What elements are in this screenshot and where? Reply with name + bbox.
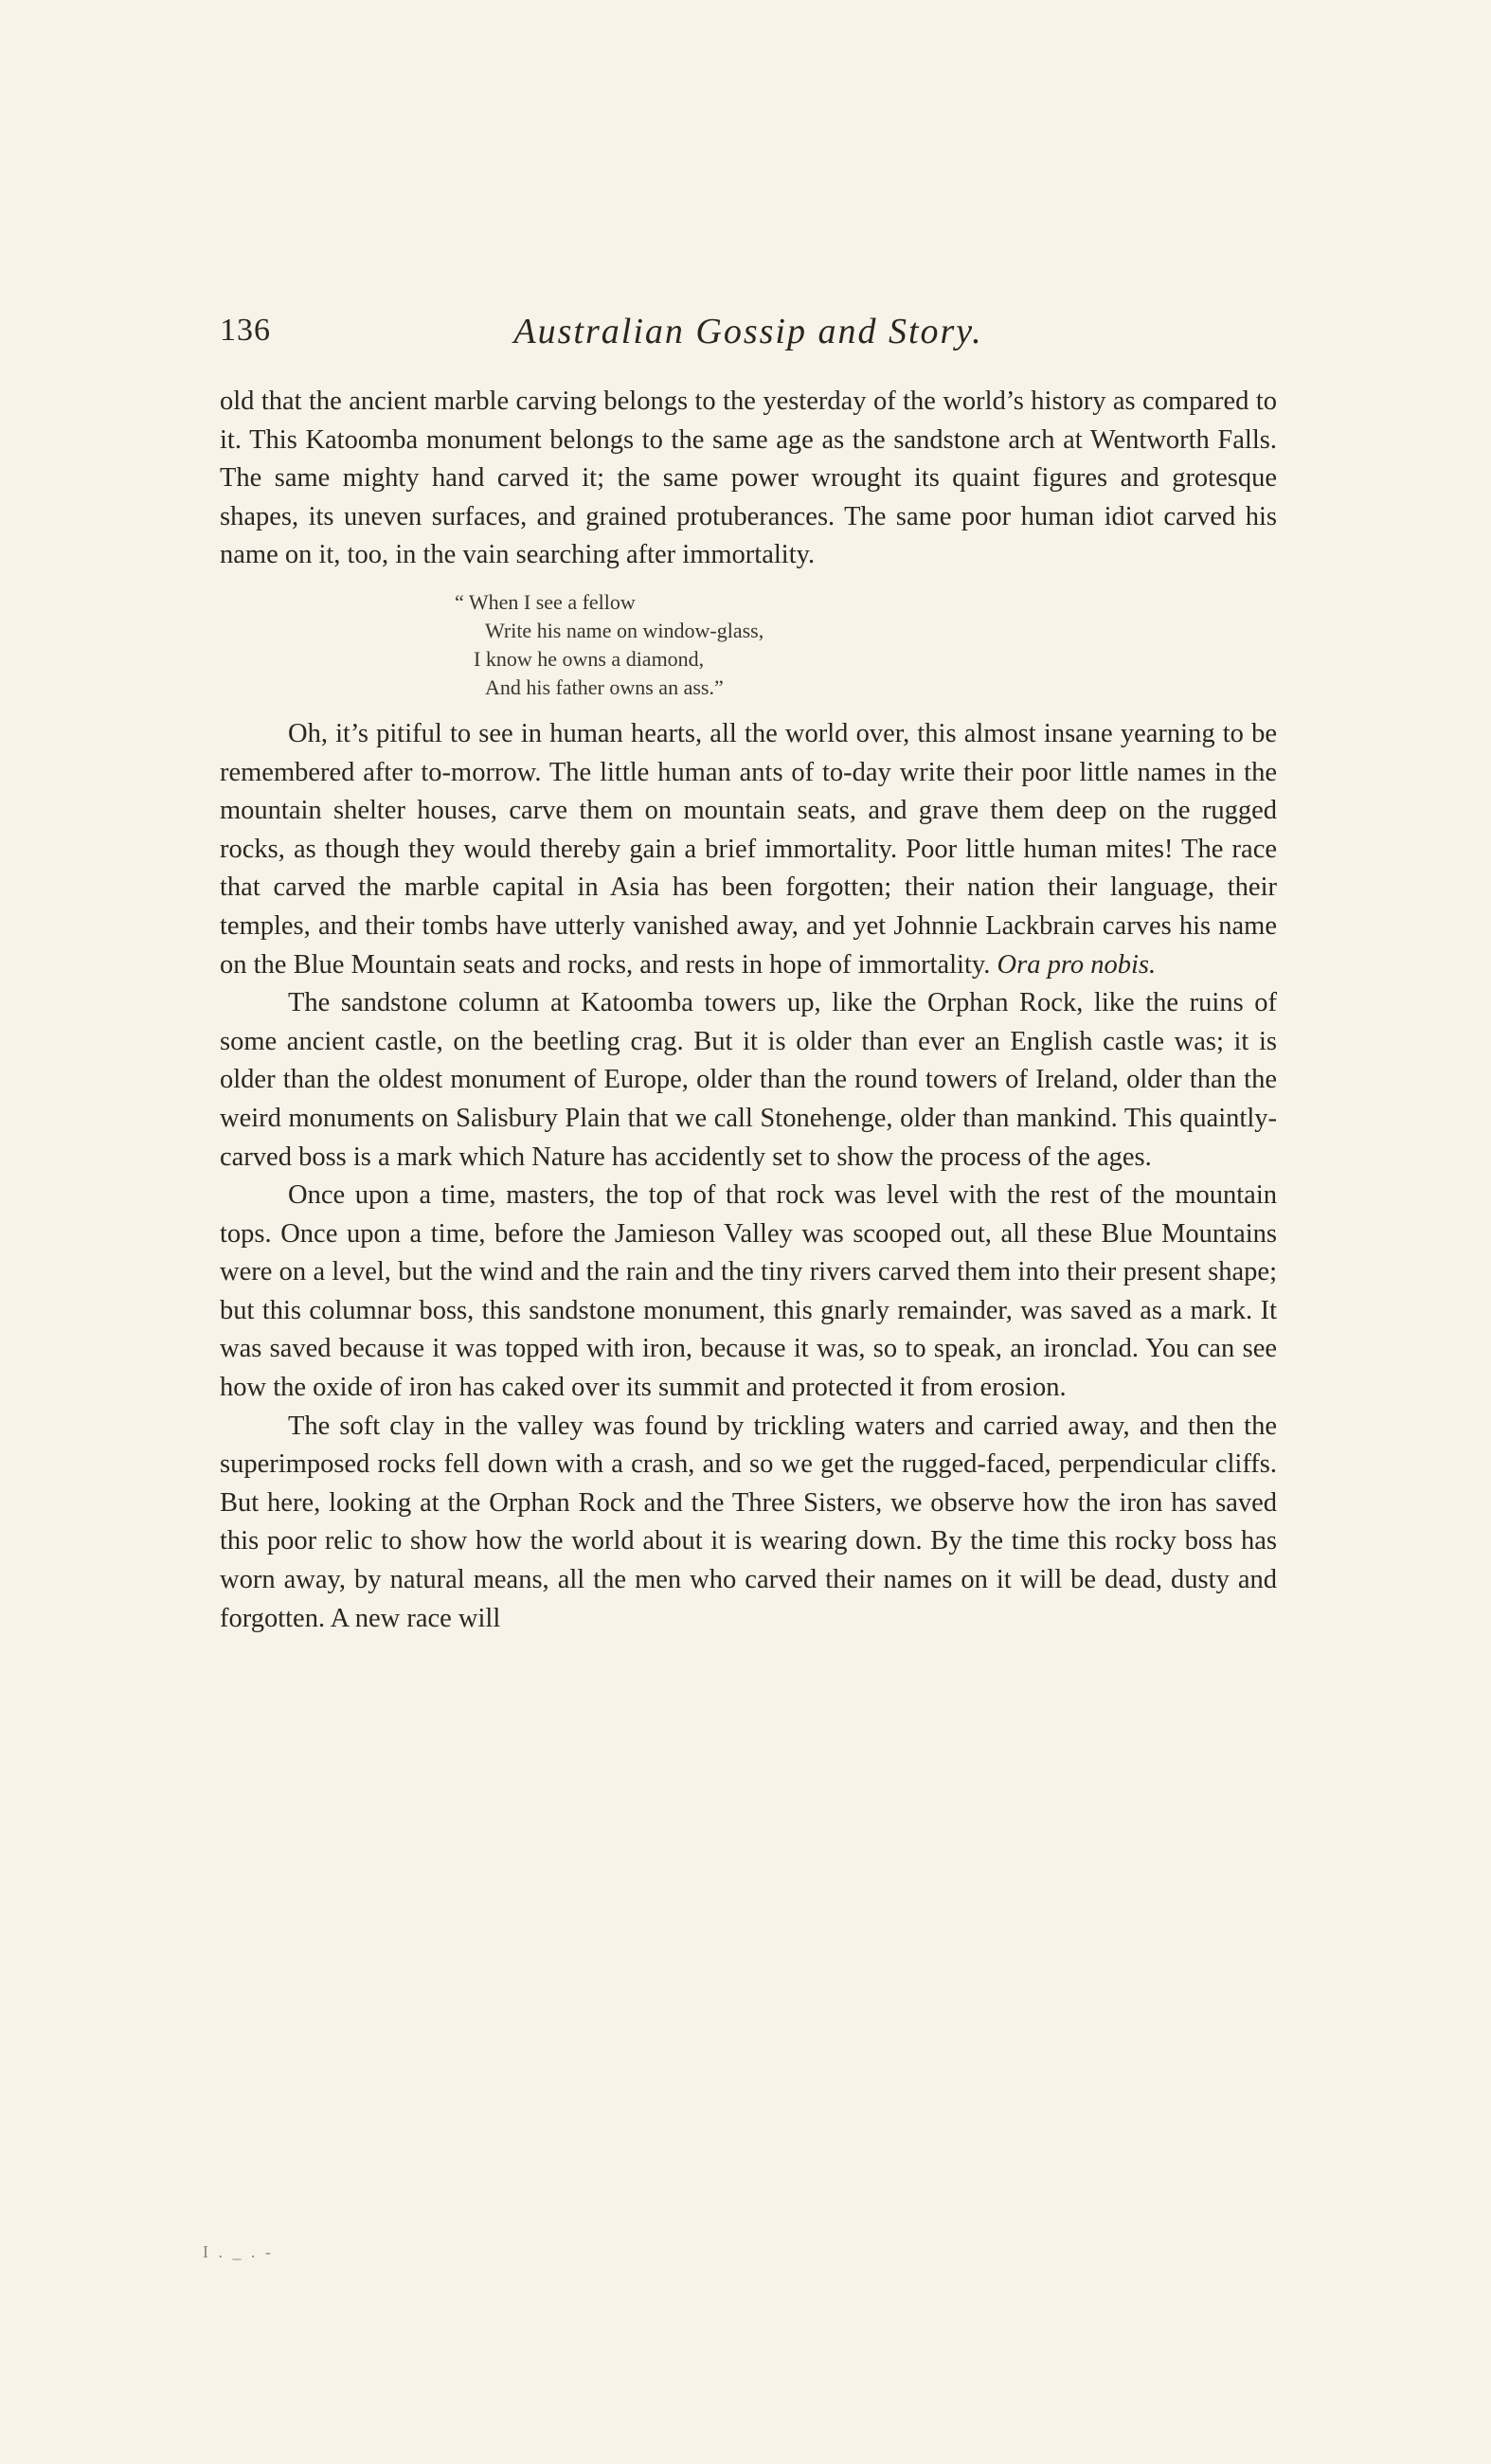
verse-line-2: Write his name on window-glass, (485, 618, 764, 642)
paragraph-1: old that the ancient marble carving belongs to the yesterday of the world’s history as compared to it. This Katoomba monument belongs to the same age as the sandstone arch at Wentworth Falls. The same mighty hand carved it; the same power wrought its quaint figures and grotesque shapes, its uneven surfaces, and grained protuberances. The same poor human idiot carved his name on it, too, in the vain searching after immortality. (220, 387, 1277, 570)
running-head (220, 305, 1277, 362)
paragraph-2-text: Oh, it’s pitiful to see in human hearts, all the world over, this almost insane yearning to be remembered after to-morrow. The little human ants of to-day write their poor little names in the mountain shelter houses, carve them on mountain seats, and grave them deep on the rugged rocks, as though they would thereby gain a brief immortality. Poor little human mites! The race that carved the marble capital in Asia has been forgotten; their nation their language, their temples, and their tombs have utterly vanished away, and yet Johnnie Lackbrain carves his name on the Blue Mountain seats and rocks, and rests in hope of immortality. (220, 718, 1277, 980)
running-title: Australian Gossip and Story. (513, 312, 983, 351)
paragraph-4: Once upon a time, masters, the top of that rock was level with the rest of the mountain tops. Once upon a time, before the Jamieson Valley was scooped out, all these Blue Mountains were on a level, but the wind and the rain and the tiny rivers carved them into their present shape; but this columnar boss, this sandstone monument, this gnarly remainder, was saved as a mark. It was saved because it was topped with iron, because it was, so to speak, an ironclad. You can see how the oxide of iron has caked over its summit and protected it from erosion. (220, 1180, 1277, 1403)
book-page (220, 305, 1277, 1638)
verse-quote (455, 588, 1277, 702)
verse-line-4: And his father owns an ass.” (485, 674, 724, 699)
verse-line-3: I know he owns a diamond, (474, 646, 705, 671)
paragraph-5: The soft clay in the valley was found by trickling waters and carried away, and then the superimposed rocks fell down with a crash, and so we get the rugged-faced, perpendicular cliffs. But here, looking at the Orphan Rock and the Three Sisters, we observe how the iron has saved this poor relic to show how the world about it is wearing down. By the time this rocky boss has worn away, by natural means, all the men who carved their names on it will be dead, dusty and forgotten. A new race will (220, 1411, 1277, 1633)
page-number: 136 (220, 313, 271, 348)
paragraph-3: The sandstone column at Katoomba towers up, like the Orphan Rock, like the ruins of some ancient castle, on the beetling crag. But it is older than ever an English castle was; it is older than the oldest monument of Europe, older than the round towers of Ireland, older than the weird monuments on Salisbury Plain that we call Stonehenge, older than mankind. This quaintly-carved boss is a mark which Nature has accidently set to show the process of the ages. (220, 988, 1277, 1172)
latin-phrase: Ora pro nobis. (997, 949, 1157, 980)
body-text (220, 383, 1277, 1638)
paragraph-2 (220, 715, 1277, 984)
verse-line-1: “ When I see a fellow (455, 589, 636, 614)
signature-mark: I . _ . - (203, 2242, 274, 2261)
